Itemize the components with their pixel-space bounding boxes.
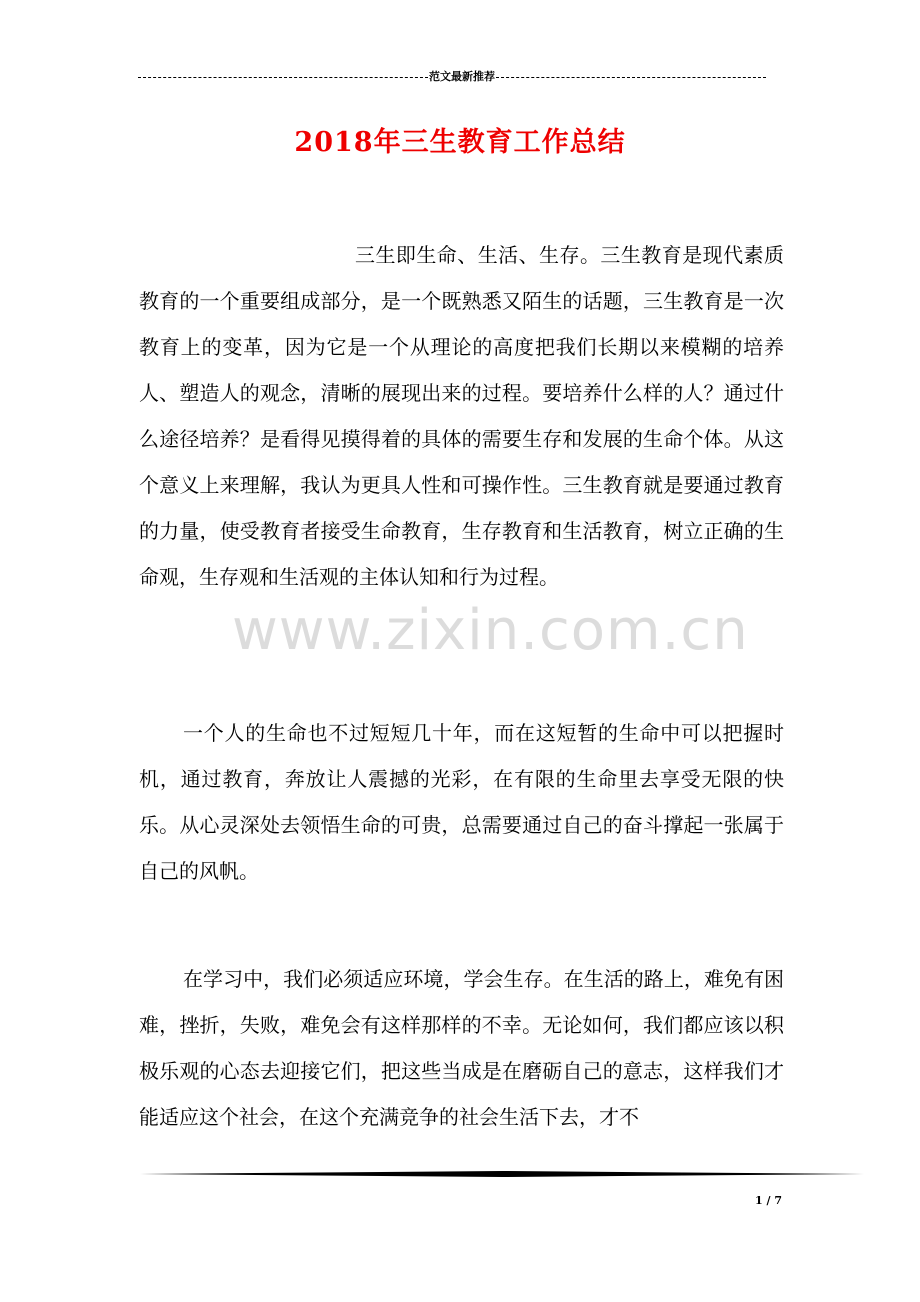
- paragraph-1: 三生即生命、生活、生存。三生教育是现代素质教育的一个重要组成部分，是一个既熟悉又陌生的话题，三生教育是一次教育上的变革，因为它是一个从理论的高度把我们长期以来模糊的培养人、塑造人的观念，清晰的展现出来的过程。要培养什么样的人？通过什么途径培养？是看得见摸得着的具体的需要生存和发展的生命个体。从这个意义上来理解，我认为更具人性和可操作性。三生教育就是要通过教育的力量，使受教育者接受生命教育，生存教育和生活教育，树立正确的生命观，生存观和生活观的主体认知和行为过程。: [139, 243, 784, 589]
- page-indicator: 1 / 7: [755, 1194, 782, 1207]
- header-dash-right: [496, 77, 766, 78]
- document-title: 2018年三生教育工作总结: [294, 127, 626, 158]
- header-label: 范文最新推荐: [429, 70, 495, 83]
- watermark: www.zixin.com.cn: [232, 598, 749, 663]
- paragraph-2: 一个人的生命也不过短短几十年，而在这短暂的生命中可以把握时机，通过教育，奔放让人震撼的光彩，在有限的生命里去享受无限的快乐。从心灵深处去领悟生命的可贵，总需要通过自己的奋斗撑起一张属于自己的风帆。: [139, 721, 784, 883]
- header-dash-left: [138, 77, 428, 78]
- footer-rule: [140, 1166, 864, 1182]
- paragraph-3: 在学习中，我们必须适应环境，学会生存。在生活的路上，难免有困难，挫折，失败，难免会有这样那样的不幸。无论如何，我们都应该以积极乐观的心态去迎接它们，把这些当成是在磨砺自己的意志，这样我们才能适应这个社会，在这个充满竞争的社会生活下去，才不: [139, 967, 784, 1129]
- header-banner: [138, 66, 766, 86]
